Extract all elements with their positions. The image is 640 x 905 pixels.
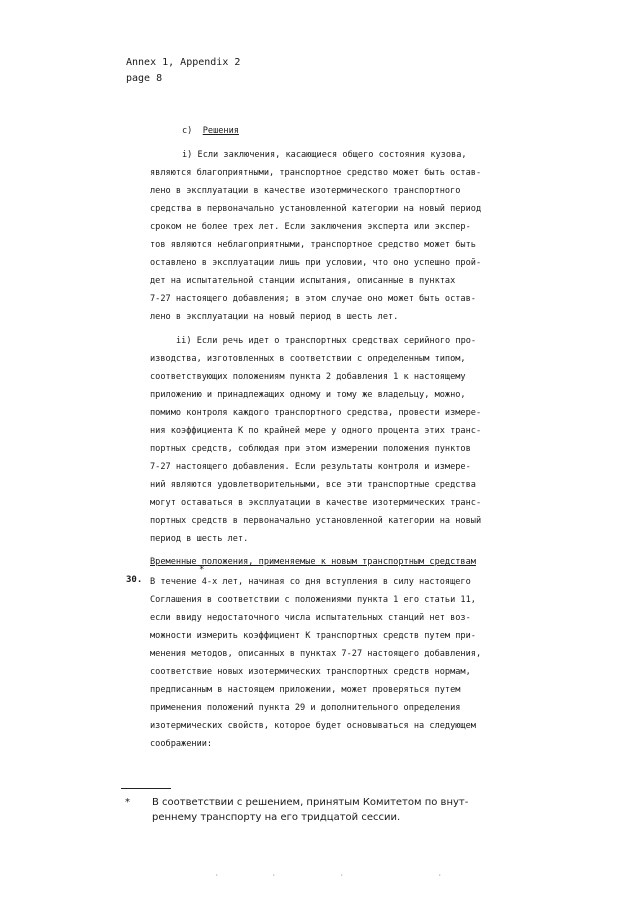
text-line: помимо контроля каждого транспортного средства, провести измере- — [150, 408, 482, 418]
text-line: можности измерить коэффициент К транспортных средств путем при- — [150, 631, 476, 641]
scan-speck: · — [438, 872, 442, 879]
text-line: соответствующих положениям пункта 2 добавления 1 к настоящему — [150, 372, 466, 382]
text-line: изводства, изготовленных в соответствии с определенным типом, — [150, 354, 466, 364]
text-line: если ввиду недостаточного числа испытательных станций нет воз- — [150, 613, 471, 623]
scan-speck: · — [272, 872, 276, 879]
text-line: лено в эксплуатации на новый период в шесть лет. — [150, 312, 399, 322]
text-line: портных средств, соблюдая при этом измерении положения пунктов — [150, 444, 471, 454]
footnote-line: реннему транспорту на его тридцатой сессии. — [152, 812, 401, 823]
text-line: приложению и принадлежащих одному и тому же владельцу, можно, — [150, 390, 466, 400]
paragraph-number: 30. — [126, 575, 143, 585]
text-line: сроком не более трех лет. Если заключения эксперта или экспер- — [150, 222, 471, 232]
text-line: Соглашения в соответствии с положениями пункта 1 его статьи 11, — [150, 595, 476, 605]
footnote-line: В соответствии с решением, принятым Комитетом по внут- — [152, 797, 469, 808]
transitional-heading: Временные положения, применяемые к новым транспортным средствам — [150, 557, 476, 567]
text-line: изотермических свойств, которое будет основываться на следующем — [150, 721, 476, 731]
text-line: применения положений пункта 29 и дополнительного определения — [150, 703, 461, 713]
text-line: В течение 4-х лет, начиная со дня вступления в силу настоящего — [150, 577, 471, 587]
text-line: соответствие новых изотермических транспортных средств нормам, — [150, 667, 471, 677]
text-line: оставлено в эксплуатации лишь при условии, что оно успешно прой- — [150, 258, 482, 268]
scan-speck: · — [215, 872, 219, 879]
section-c-label: c) — [182, 126, 193, 136]
text-line: являются благоприятными, транспортное средство может быть остав- — [150, 168, 482, 178]
text-line: дет на испытательной станции испытания, описанные в пунктах — [150, 276, 456, 286]
text-line: ний являются удовлетворительными, все эти транспортные средства — [150, 480, 476, 490]
text-line: период в шесть лет. — [150, 534, 249, 544]
text-line: средства в первоначально установленной категории на новый период — [150, 204, 482, 214]
footnote-divider — [121, 788, 171, 789]
footnote-reference: * — [199, 565, 205, 575]
text-line: соображении: — [150, 739, 213, 749]
text-line: предписанным в настоящем приложении, может проверяться путем — [150, 685, 461, 695]
annex-label: Annex 1, Appendix 2 — [126, 57, 241, 68]
scan-speck: · — [340, 872, 344, 879]
page-number: page 8 — [126, 73, 163, 84]
text-line: портных средств в первоначально установленной категории на новый — [150, 516, 482, 526]
section-c-heading — [182, 125, 239, 137]
footnote-mark: * — [125, 797, 130, 808]
section-c-title: Решения — [202, 126, 239, 136]
text-line: i) Если заключения, касающиеся общего состояния кузова, — [182, 150, 467, 160]
text-line: ii) Если речь идет о транспортных средствах серийного про- — [176, 336, 477, 346]
text-line: менения методов, описанных в пунктах 7-27 настоящего добавления, — [150, 649, 482, 659]
text-line: ния коэффициента К по крайней мере у одного процента этих транс- — [150, 426, 482, 436]
text-line: лено в эксплуатации в качестве изотермического транспортного — [150, 186, 461, 196]
text-line: могут оставаться в эксплуатации в качестве изотермических транс- — [150, 498, 482, 508]
text-line: тов являются неблагоприятными, транспортное средство может быть — [150, 240, 476, 250]
text-line: 7-27 настоящего добавления; в этом случае оно может быть остав- — [150, 294, 476, 304]
text-line: 7-27 настоящего добавления. Если результаты контроля и измере- — [150, 462, 471, 472]
